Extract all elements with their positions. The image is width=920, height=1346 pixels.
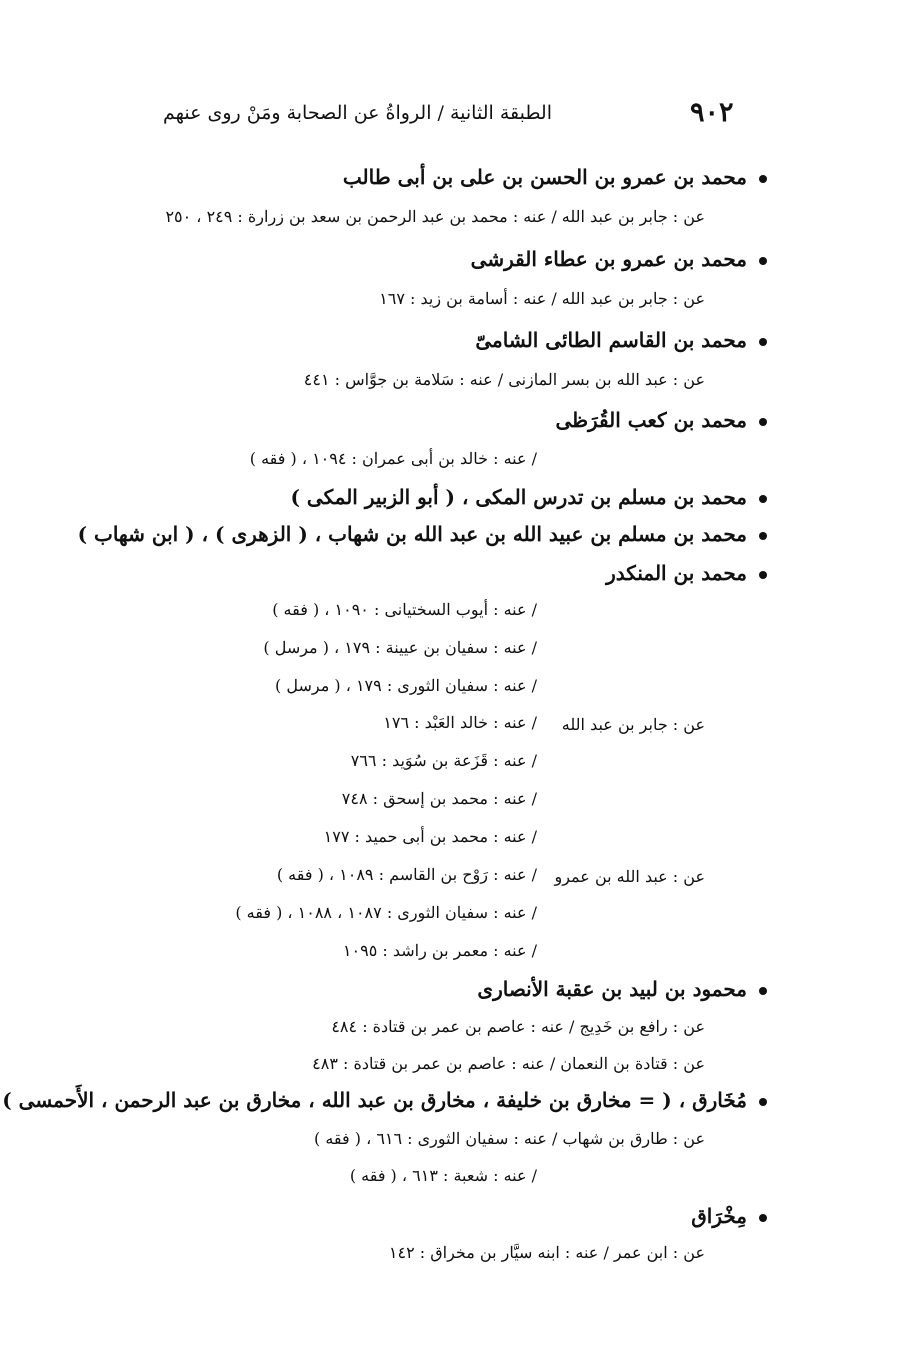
narration-line: / عنه : رَوْح بن القاسم : ١٠٨٩ ، ( فقه ) xyxy=(276,865,537,884)
narrator-entry xyxy=(475,328,767,352)
narration-line: / عنه : معمر بن راشد : ١٠٩٥ xyxy=(342,941,537,960)
narrator-name: محمود بن لبيد بن عقبة الأنصارى xyxy=(477,977,747,1001)
narrator-entry xyxy=(343,165,767,189)
narrator-name: مُخَارق ، ( = مخارق بن خليفة ، مخارق بن عبد الله ، مخارق بن عبد الرحمن ، الأَحمسى ) xyxy=(2,1088,747,1112)
running-header: الطبقة الثانية / الرواةُ عن الصحابة ومَنْ روى عنهم xyxy=(162,102,552,124)
narration-line: / عنه : قَزَعة بن سُوَيد : ٧٦٦ xyxy=(350,751,537,770)
narration-line: / عنه : سفيان الثورى : ١٠٨٧ ، ١٠٨٨ ، ( فقه ) xyxy=(235,903,537,922)
narration-line: / عنه : محمد بن أبى حميد : ١٧٧ xyxy=(323,827,537,846)
narration-line: عن : طارق بن شهاب / عنه : سفيان الثورى : ٦١٦ ، ( فقه ) xyxy=(314,1129,705,1148)
narrator-entry xyxy=(78,522,767,546)
narration-line: عن : جابر بن عبد الله / عنه : محمد بن عبد الرحمن بن سعد بن زرارة : ٢٤٩ ، ٢٥٠ xyxy=(165,207,705,226)
narrator-name: محمد بن عمرو بن عطاء القرشى xyxy=(470,247,747,271)
narration-line: عن : جابر بن عبد الله / عنه : أسامة بن زيد : ١٦٧ xyxy=(379,289,705,308)
bullet-icon xyxy=(759,175,767,183)
narrator-entry xyxy=(471,247,767,271)
source-label: عن : جابر بن عبد الله xyxy=(561,715,705,734)
narration-line: عن : رافع بن خَدِيج / عنه : عاصم بن عمر بن قتادة : ٤٨٤ xyxy=(331,1017,705,1036)
narrator-entry xyxy=(606,561,767,585)
narrator-entry xyxy=(477,977,767,1001)
narrator-name: محمد بن كعب القُرَظى xyxy=(555,408,747,432)
narrator-name: محمد بن عمرو بن الحسن بن على بن أبى طالب xyxy=(342,165,747,189)
narration-line: / عنه : شعبة : ٦١٣ ، ( فقه ) xyxy=(349,1166,537,1185)
bullet-icon xyxy=(759,1098,767,1106)
narrator-name: مِخْرَاق xyxy=(691,1204,747,1228)
narration-line: عن : عبد الله بن بسر المازنى / عنه : سَلامة بن جوَّاس : ٤٤١ xyxy=(303,370,705,389)
narration-line: / عنه : سفيان الثورى : ١٧٩ ، ( مرسل ) xyxy=(275,676,537,695)
bullet-icon xyxy=(759,257,767,265)
bullet-icon xyxy=(759,532,767,540)
bullet-icon xyxy=(759,987,767,995)
narration-line: / عنه : خالد بن أبى عمران : ١٠٩٤ ، ( فقه ) xyxy=(249,449,537,468)
narrator-entry xyxy=(691,1204,767,1228)
bullet-icon xyxy=(759,338,767,346)
bullet-icon xyxy=(759,571,767,579)
narrator-name: محمد بن المنكدر xyxy=(606,561,747,585)
bullet-icon xyxy=(759,495,767,503)
narration-line: عن : ابن عمر / عنه : ابنه سيَّار بن مخراق : ١٤٢ xyxy=(388,1243,705,1262)
narration-line: عن : قتادة بن النعمان / عنه : عاصم بن عمر بن قتادة : ٤٨٣ xyxy=(312,1054,705,1073)
narrator-entry xyxy=(555,408,767,432)
narrator-name: محمد بن القاسم الطائى الشامىّ xyxy=(475,328,747,352)
narration-line: / عنه : محمد بن إسحق : ٧٤٨ xyxy=(341,789,537,808)
page-number: ٩٠٢ xyxy=(690,97,734,128)
narration-line: / عنه : خالد العَبْد : ١٧٦ xyxy=(383,713,537,732)
source-label: عن : عبد الله بن عمرو xyxy=(554,867,705,886)
narrator-entry xyxy=(291,485,768,509)
narrator-entry xyxy=(2,1088,767,1112)
narrator-name: محمد بن مسلم بن عبيد الله بن عبد الله بن شهاب ، ( الزهرى ) ، ( ابن شهاب ) xyxy=(77,522,747,546)
narration-line: / عنه : سفيان بن عيينة : ١٧٩ ، ( مرسل ) xyxy=(263,638,537,657)
bullet-icon xyxy=(759,1214,767,1222)
narrator-name: محمد بن مسلم بن تدرس المكى ، ( أبو الزبير المكى ) xyxy=(290,485,747,509)
bullet-icon xyxy=(759,418,767,426)
narration-line: / عنه : أيوب السختيانى : ١٠٩٠ ، ( فقه ) xyxy=(272,600,537,619)
